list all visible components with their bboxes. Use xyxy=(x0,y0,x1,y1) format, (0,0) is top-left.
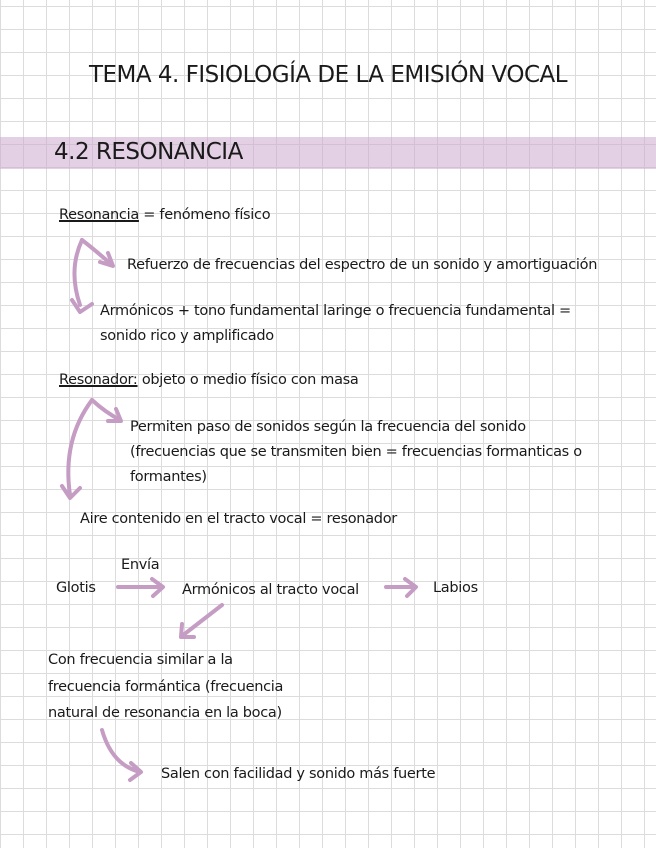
curved-arrow-icon xyxy=(62,400,92,498)
note: Permiten paso de sonidos según la frecuencia del sonido xyxy=(130,419,526,435)
definition: objeto o medio físico con masa xyxy=(137,372,359,388)
term-resonancia: Resonancia xyxy=(59,207,139,223)
curved-arrow-icon xyxy=(102,730,141,780)
note: Aire contenido en el tracto vocal = resonador xyxy=(80,511,397,527)
label-envia: Envía xyxy=(121,557,160,573)
label-armonicos: Armónicos al tracto vocal xyxy=(182,582,359,598)
definition: = fenómeno físico xyxy=(138,207,271,223)
curved-arrow-icon xyxy=(82,240,113,266)
label-glotis: Glotis xyxy=(56,580,96,596)
arrow-right-icon xyxy=(386,579,416,596)
note: (frecuencias que se transmiten bien = frecuencias formanticas o xyxy=(130,444,582,460)
arrow-right-icon xyxy=(118,579,163,596)
note: Armónicos + tono fundamental laringe o frecuencia fundamental = xyxy=(100,303,571,319)
arrow-down-left-icon xyxy=(181,605,222,637)
curved-arrow-icon xyxy=(92,400,121,421)
note: Refuerzo de frecuencias del espectro de un sonido y amortiguación xyxy=(127,257,598,273)
note: natural de resonancia en la boca) xyxy=(48,705,282,721)
note: sonido rico y amplificado xyxy=(100,328,274,344)
note: formantes) xyxy=(130,469,207,485)
label-labios: Labios xyxy=(433,580,478,596)
term-resonador: Resonador: xyxy=(59,372,138,388)
note: frecuencia formántica (frecuencia xyxy=(48,679,284,695)
section-heading: 4.2 RESONANCIA xyxy=(54,139,243,165)
page-title: TEMA 4. FISIOLOGÍA DE LA EMISIÓN VOCAL xyxy=(88,62,568,88)
curved-arrow-icon xyxy=(72,240,92,312)
note: Salen con facilidad y sonido más fuerte xyxy=(161,766,436,782)
note: Con frecuencia similar a la xyxy=(48,652,233,668)
